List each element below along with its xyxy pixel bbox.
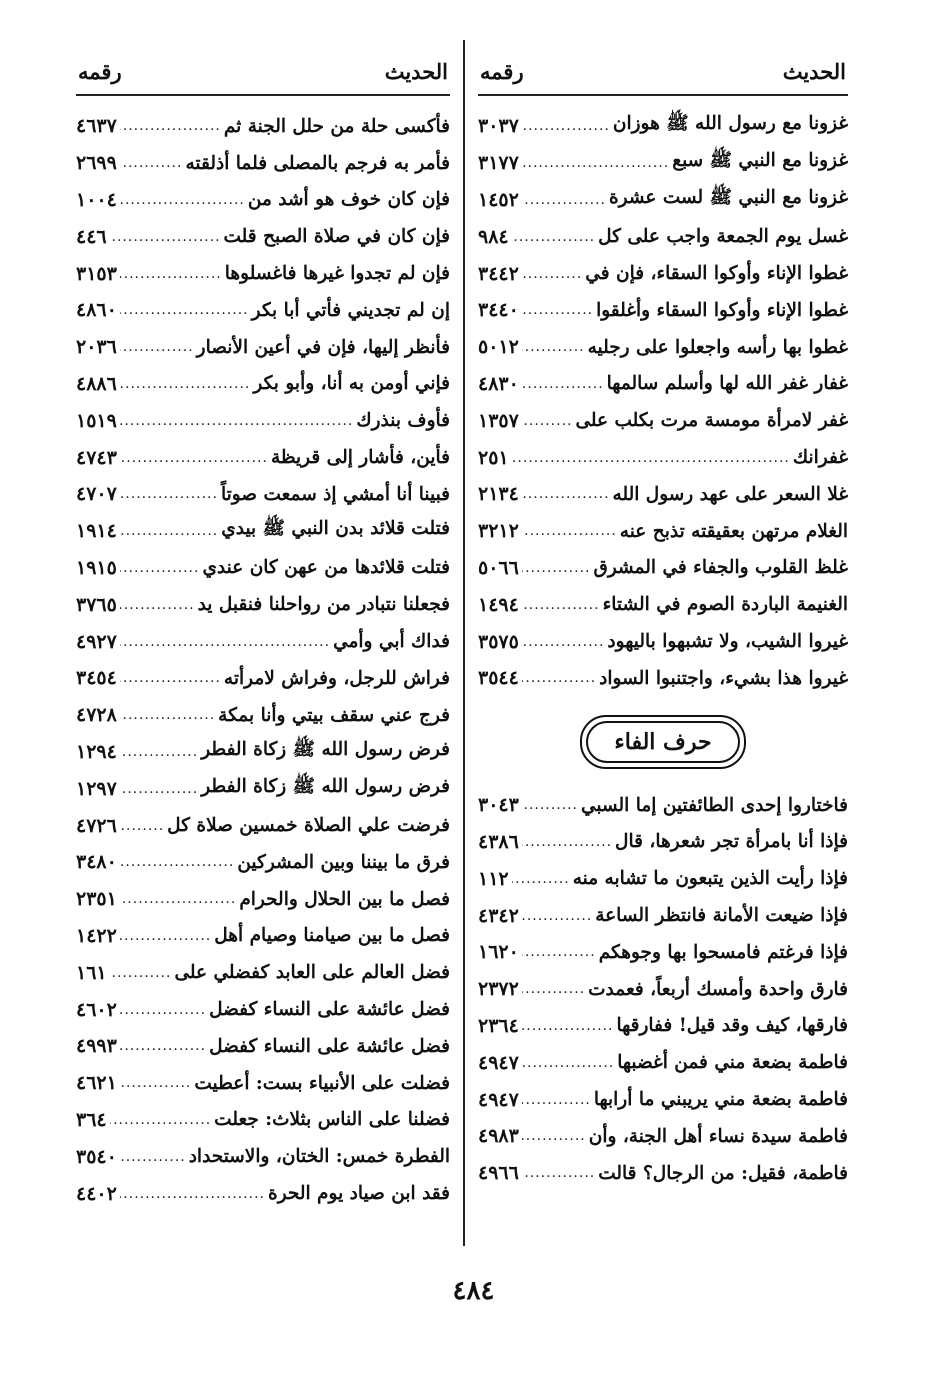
dot-leader [120, 891, 236, 907]
entry-text: فبينا أنا أمشي إذ سمعت صوتاً [220, 483, 450, 505]
entry-text: فأنظر إليها، فإن في أعين الأنصار [196, 336, 450, 358]
entry-number: ١١٢ [478, 867, 509, 890]
right-column-header [478, 48, 848, 96]
dot-leader [120, 523, 218, 539]
entry-text: الفطرة خمس: الختان، والاستحداد [188, 1146, 450, 1168]
dot-leader [120, 302, 249, 318]
index-entry [478, 623, 848, 660]
index-entry [76, 881, 450, 918]
entry-text: فإن كان في صلاة الصبح قلت [223, 226, 450, 248]
index-entry [478, 218, 848, 255]
entry-number: ١٠٠٤ [76, 188, 117, 211]
entry-text: فأين، فأشار إلى قريظة [270, 447, 450, 469]
entry-number: ٤٤٠٢ [76, 1182, 117, 1205]
index-entry [76, 1175, 450, 1212]
dot-leader [120, 1149, 186, 1165]
entry-number: ٣٤٨٠ [76, 851, 117, 874]
entry-text: فاطمة سيدة نساء أهل الجنة، وأن [588, 1125, 848, 1147]
entry-number: ١٥١٩ [76, 409, 117, 432]
entry-number: ٣٥٤٠ [76, 1145, 117, 1168]
dot-leader [120, 854, 235, 870]
index-entry [478, 1008, 848, 1045]
dot-leader [120, 818, 164, 834]
entry-text: الغلام مرتهن بعقيقته تذبح عنه [619, 520, 848, 542]
entry-number: ١٢٩٧ [76, 777, 117, 800]
entry-text: فراش للرجل، وفراش لامرأته [223, 667, 450, 689]
index-entry [478, 1155, 848, 1192]
entry-number: ٤٩٩٣ [76, 1035, 117, 1058]
entry-number: ٤٣٤٢ [478, 904, 519, 927]
entry-text: غزونا مع النبي ﷺ لست عشرة [608, 186, 848, 208]
left-column [76, 48, 450, 1212]
entry-text: فرج عني سقف بيتي وأنا بمكة [218, 704, 450, 726]
dot-leader [522, 339, 585, 355]
index-entry [478, 1044, 848, 1081]
index-entry [76, 660, 450, 697]
entry-number: ٣٥٤٤ [478, 667, 519, 690]
index-entry [478, 787, 848, 824]
index-entry [76, 623, 450, 660]
index-entry [478, 971, 848, 1008]
entry-text: غطوا الإناء وأوكوا السقاء وأغلقوا [596, 299, 848, 321]
index-entry [76, 439, 450, 476]
entry-text: فإن لم تجدوا غيرها فاغسلوها [224, 263, 450, 285]
index-entry [76, 513, 450, 550]
dot-leader [120, 339, 194, 355]
entry-text: فداك أبي وأمي [333, 631, 450, 653]
dot-leader [522, 834, 612, 850]
index-entry [76, 697, 450, 734]
dot-leader [522, 981, 585, 997]
entry-text: فرضت علي الصلاة خمسين صلاة كل [167, 815, 450, 837]
entry-text: فضلت على الأنبياء بست: أعطيت [194, 1072, 450, 1094]
entry-number: ٥٠٦٦ [478, 556, 519, 579]
entry-number: ٤٩٨٣ [478, 1125, 519, 1148]
index-entry [76, 844, 450, 881]
index-entry [478, 439, 848, 476]
entry-text: فإني أومن به أنا، وأبو بكر [253, 373, 450, 395]
entry-number: ٥٠١٢ [478, 336, 519, 359]
index-entry [76, 476, 450, 513]
entry-text: غسل يوم الجمعة واجب على كل [598, 226, 848, 248]
index-entry [76, 918, 450, 955]
index-entry [76, 1102, 450, 1139]
index-entry [76, 255, 450, 292]
index-entry [76, 329, 450, 366]
index-entry [478, 824, 848, 861]
entry-number: ٤٧٠٧ [76, 483, 117, 506]
section-heading [478, 697, 848, 787]
dot-leader [120, 1186, 265, 1202]
dot-leader [522, 1165, 595, 1181]
right-entries-bottom [478, 787, 848, 1192]
dot-leader [120, 560, 200, 576]
dot-leader [120, 1002, 206, 1018]
index-entry [478, 897, 848, 934]
dot-leader [522, 302, 593, 318]
dot-leader [120, 781, 198, 797]
dot-leader [120, 670, 221, 686]
entry-number: ٤٤٦ [76, 225, 107, 248]
index-entry [478, 860, 848, 897]
entry-number: ٩٨٤ [478, 225, 509, 248]
index-entry [478, 1118, 848, 1155]
dot-leader [120, 155, 183, 171]
dot-leader [522, 266, 582, 282]
index-entry [76, 586, 450, 623]
entry-text: فقد ابن صياد يوم الحرة [268, 1183, 450, 1204]
entry-text: فارق واحدة وأمسك أربعاً، فعمدت [588, 978, 848, 1000]
dot-leader [522, 118, 610, 134]
entry-text: فإذا أنا بامرأة تجر شعرها، قال [615, 831, 848, 853]
index-entry [76, 402, 450, 439]
entry-number: ٤٩٦٦ [478, 1162, 519, 1185]
index-entry [478, 145, 848, 182]
dot-leader [522, 944, 596, 960]
entry-number: ١٢٩٤ [76, 740, 117, 763]
index-entry [478, 402, 848, 439]
dot-leader [120, 707, 215, 723]
dot-leader [522, 1092, 591, 1108]
dot-leader [522, 192, 606, 208]
dot-leader [512, 871, 570, 887]
entry-text: غفرانك [792, 447, 848, 469]
dot-leader [522, 1018, 614, 1034]
entry-text: غفر لامرأة مومسة مرت بكلب على [575, 410, 848, 432]
left-column-header [76, 48, 450, 96]
entry-text: غلا السعر على عهد رسول الله [612, 483, 848, 505]
dot-leader [512, 229, 595, 245]
dot-leader [110, 1112, 212, 1128]
dot-leader [522, 413, 573, 429]
entry-text: فاطمة، فقيل: من الرجال؟ قالت [598, 1162, 848, 1184]
entry-text: فصل ما بين صيامنا وصيام أهل [214, 925, 450, 947]
dot-leader [120, 192, 245, 208]
entry-text: فإن كان خوف هو أشد من [247, 189, 450, 211]
entry-text: فتلت قلائدها من عهن كان عندي [202, 557, 450, 579]
entry-number: ٢٥١ [478, 446, 509, 469]
index-entry [478, 108, 848, 145]
index-entry [76, 366, 450, 403]
dot-leader [120, 634, 330, 650]
entry-number: ٤٩٤٧ [478, 1051, 519, 1074]
dot-leader [110, 965, 172, 981]
index-entry [76, 770, 450, 807]
entry-text: فصل ما بين الحلال والحرام [239, 888, 450, 910]
entry-text: فتلت قلائد بدن النبي ﷺ بيدي [221, 518, 450, 540]
index-entry [478, 329, 848, 366]
dot-leader [522, 670, 596, 686]
entry-text: غزونا مع رسول الله ﷺ هوزان [612, 113, 848, 135]
entry-number: ٢٣٥١ [76, 888, 117, 911]
dot-leader [120, 450, 268, 466]
index-entry [76, 1138, 450, 1175]
entry-number: ١٦١ [76, 961, 107, 984]
entry-number: ١٩١٤ [76, 520, 117, 543]
dot-leader [120, 413, 354, 429]
index-entry [478, 255, 848, 292]
dot-leader [120, 597, 195, 613]
index-entry [478, 934, 848, 971]
entry-text: فإذا فرغتم فامسحوا بها وجوهكم [598, 941, 848, 963]
entry-number: ٢٣٧٢ [478, 978, 519, 1001]
index-entry [76, 145, 450, 182]
entry-number: ٣٠٣٧ [478, 115, 519, 138]
entry-number: ١٤٩٤ [478, 593, 519, 616]
dot-leader [120, 266, 222, 282]
entry-number: ٤٨٣٠ [478, 372, 519, 395]
entry-number: ٣٧٦٥ [76, 593, 117, 616]
index-entry [478, 1081, 848, 1118]
dot-leader [522, 1055, 614, 1071]
entry-number: ٢٣٦٤ [478, 1014, 519, 1037]
entry-text: غيروا هذا بشيء، واجتنبوا السواد [599, 667, 848, 689]
dot-leader [522, 797, 578, 813]
dot-leader [522, 155, 669, 171]
dot-leader [120, 1038, 206, 1054]
entry-number: ١٦٢٠ [478, 941, 519, 964]
entry-number: ٤٦٢١ [76, 1072, 117, 1095]
entry-text: فضلنا على الناس بثلاث: جعلت [214, 1109, 450, 1131]
entry-number: ٣١٥٣ [76, 262, 117, 285]
entry-text: فإذا رأيت الذين يتبعون ما تشابه منه [572, 868, 848, 890]
entry-text: فأوف بنذرك [356, 410, 450, 432]
dot-leader [120, 1075, 192, 1091]
index-entry [76, 1028, 450, 1065]
entry-number: ٣٠٤٣ [478, 794, 519, 817]
dot-leader [120, 118, 221, 134]
entry-text: غطوا الإناء وأوكوا السقاء، فإن في [585, 263, 848, 285]
index-entry [478, 476, 848, 513]
entry-text: الغنيمة الباردة الصوم في الشتاء [602, 594, 848, 616]
entry-text: فضل عائشة على النساء كفضل [209, 1035, 450, 1057]
entry-text: غفار غفر الله لها وأسلم سالمها [606, 373, 848, 395]
entry-number: ٣٤٤٠ [478, 299, 519, 322]
right-column [478, 48, 848, 1192]
index-entry [478, 550, 848, 587]
entry-number: ٤٦٠٢ [76, 998, 117, 1021]
index-entry [76, 1065, 450, 1102]
entry-number: ٢٠٣٦ [76, 336, 117, 359]
dot-leader [522, 908, 592, 924]
entry-text: فرض رسول الله ﷺ زكاة الفطر [201, 738, 450, 760]
entry-number: ٤٨٦٠ [76, 299, 117, 322]
entry-text: فضل عائشة على النساء كفضل [209, 999, 450, 1021]
hadith-header-label: الحديث [782, 58, 846, 84]
index-entry [76, 550, 450, 587]
entry-number: ٣١٧٧ [478, 152, 519, 175]
index-entry [76, 991, 450, 1028]
index-entry [478, 586, 848, 623]
entry-text: فضل العالم على العابد كفضلي على [174, 962, 450, 984]
entry-number: ٤٧٢٦ [76, 814, 117, 837]
entry-text: فرض رسول الله ﷺ زكاة الفطر [201, 775, 450, 797]
entry-number: ٤٧٤٣ [76, 446, 117, 469]
dot-leader [522, 376, 604, 392]
entry-number: ٤٩٢٧ [76, 630, 117, 653]
entry-number: ٤٨٨٦ [76, 372, 117, 395]
page-number: ٤٨٤ [452, 1276, 495, 1306]
index-entry [76, 182, 450, 219]
entry-text: فاختاروا إحدى الطائفتين إما السبي [581, 794, 848, 816]
index-entry [76, 807, 450, 844]
number-header-label: رقمه [480, 58, 524, 84]
index-entry [478, 292, 848, 329]
index-entry [478, 660, 848, 697]
dot-leader [120, 486, 218, 502]
entry-number: ٣٥٧٥ [478, 630, 519, 653]
index-entry [76, 108, 450, 145]
entry-text: فرق ما بيننا وبين المشركين [237, 851, 450, 873]
left-entries [76, 96, 450, 1212]
dot-leader [512, 450, 790, 466]
index-entry [76, 292, 450, 329]
entry-text: فارقها، كيف وقد قيل! ففارقها [616, 1015, 848, 1037]
dot-leader [120, 376, 251, 392]
number-header-label: رقمه [78, 58, 122, 84]
index-entry [76, 218, 450, 255]
column-divider [463, 40, 465, 1246]
entry-text: فإذا ضيعت الأمانة فانتظر الساعة [595, 905, 848, 927]
index-entry [478, 366, 848, 403]
entry-number: ١٣٥٧ [478, 409, 519, 432]
index-entry [76, 734, 450, 771]
entry-text: فاطمة بضعة مني فمن أغضبها [617, 1052, 848, 1074]
entry-text: فأكسى حلة من حلل الجنة ثم [223, 115, 450, 137]
entry-text: فجعلنا نتبادر من رواحلنا فنقبل يد [197, 594, 450, 616]
entry-number: ١٩١٥ [76, 556, 117, 579]
entry-number: ٤٩٤٧ [478, 1088, 519, 1111]
entry-text: غزونا مع النبي ﷺ سبع [672, 150, 848, 172]
entry-text: إن لم تجديني فأتي أبا بكر [251, 299, 450, 321]
entry-number: ٣٢١٢ [478, 520, 519, 543]
dot-leader [522, 634, 605, 650]
dot-leader [120, 744, 198, 760]
dot-leader [120, 928, 211, 944]
dot-leader [522, 560, 591, 576]
dot-leader [522, 486, 610, 502]
entry-number: ١٤٢٢ [76, 924, 117, 947]
index-entry [478, 182, 848, 219]
entry-number: ١٤٥٢ [478, 188, 519, 211]
entry-number: ٤٧٢٨ [76, 704, 117, 727]
right-entries-top [478, 96, 848, 697]
entry-number: ٣٦٤ [76, 1108, 107, 1131]
entry-text: غلظ القلوب والجفاء في المشرق [593, 557, 848, 579]
dot-leader [522, 523, 617, 539]
section-frame [580, 715, 745, 769]
entry-number: ٤٣٨٦ [478, 830, 519, 853]
entry-number: ٢١٣٤ [478, 483, 519, 506]
entry-number: ٣٤٥٤ [76, 667, 117, 690]
entry-text: غطوا بها رأسه واجعلوا على رجليه [587, 336, 848, 358]
entry-text: غيروا الشيب، ولا تشبهوا باليهود [607, 631, 848, 653]
entry-text: فاطمة بضعة مني يريبني ما أرابها [593, 1089, 848, 1111]
index-entry [76, 954, 450, 991]
entry-text: فأمر به فرجم بالمصلى فلما أذلقته [185, 152, 450, 174]
entry-number: ٢٦٩٩ [76, 152, 117, 175]
section-title: حرف الفاء [586, 721, 739, 763]
hadith-header-label: الحديث [384, 58, 448, 84]
dot-leader [522, 1128, 586, 1144]
entry-number: ٤٦٣٧ [76, 115, 117, 138]
dot-leader [522, 597, 600, 613]
index-entry [478, 513, 848, 550]
entry-number: ٣٤٤٢ [478, 262, 519, 285]
dot-leader [110, 229, 221, 245]
